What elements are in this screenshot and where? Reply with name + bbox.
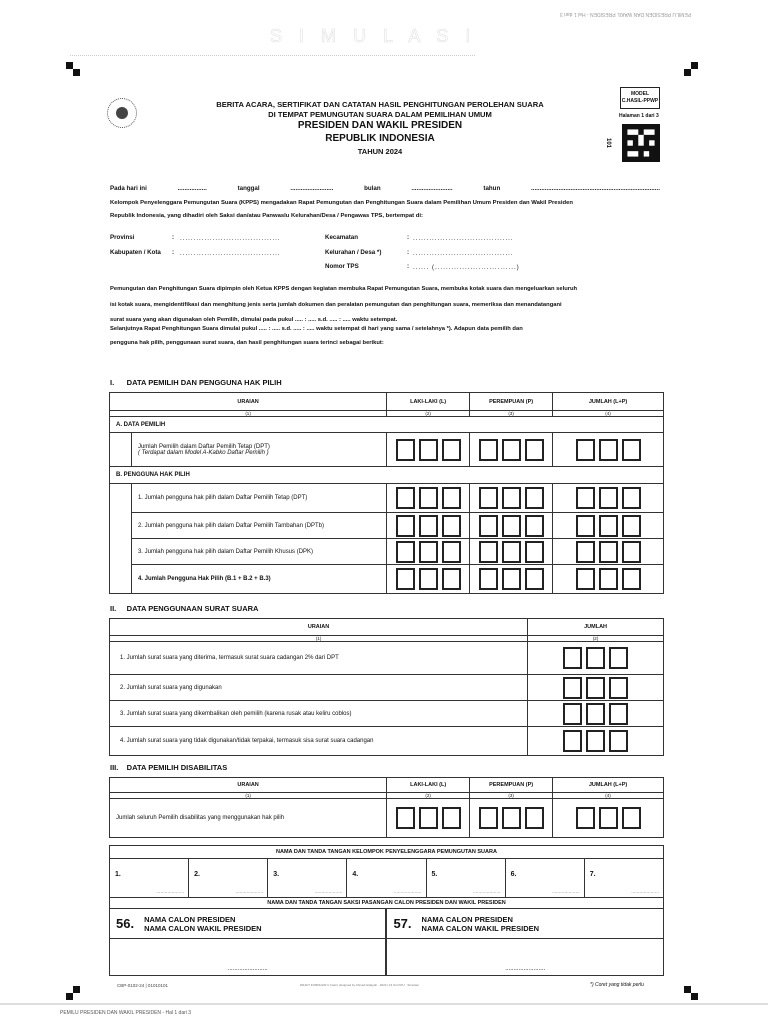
kpps-number: 6. (510, 871, 517, 878)
signature-field-57[interactable] (386, 939, 663, 976)
digit-input-box[interactable] (586, 677, 605, 699)
date-line (110, 185, 660, 192)
registration-mark (66, 986, 80, 1000)
col-header: URAIAN (110, 393, 387, 411)
digit-input-box[interactable] (586, 647, 605, 669)
digit-input-box[interactable] (442, 515, 461, 537)
kpps-number: 7. (589, 871, 596, 878)
col-number: (1) (110, 636, 528, 642)
vice-president-name: NAMA CALON WAKIL PRESIDEN (421, 923, 540, 933)
digit-input-box[interactable] (442, 487, 461, 509)
kpps-signature-cell[interactable] (584, 859, 663, 898)
digit-input-box[interactable] (576, 568, 595, 590)
model-label: MODEL (630, 91, 650, 97)
row-label: 2. Jumlah surat suara yang digunakan (110, 675, 528, 701)
digit-box-group (553, 513, 664, 539)
kpps-number: 2. (194, 871, 200, 878)
digit-input-box[interactable] (563, 730, 582, 752)
signature-dots: .................... (472, 889, 501, 895)
paragraph-line: Pemungutan dan Penghitungan Suara dipimpin oleh Ketua KPPS dengan kegiatan membuka Rapat Pemungutan Suara, membuka kotak suara dan mengeluarkan seluruh (110, 286, 578, 292)
signature-dots: .................... (235, 889, 264, 895)
digit-box-group (528, 727, 664, 756)
col-number: (1) (110, 411, 387, 417)
digit-input-box[interactable] (442, 807, 461, 829)
page-label: Halaman 1 dari 3 (619, 113, 659, 119)
label-tanggal: tanggal (237, 185, 260, 192)
mirrored-header-text: PEMILU PRESIDEN DAN WAKIL PRESIDEN - Hal 1 dari 3 (560, 11, 692, 17)
digit-box-group (528, 642, 664, 675)
paragraph-line: surat suara yang akan digunakan oleh Pemilih, dimulai pada pukul ..... : ..... s.d. ..... : ..... waktu setempat. (110, 317, 398, 323)
digit-input-box[interactable] (622, 568, 641, 590)
footer-credit: DRAFT FORMULIR C hasil | designed by Ahmad Hidayah · 2023 | 13 Oct KPU · Simulasi (300, 983, 419, 987)
digit-input-box[interactable] (599, 568, 618, 590)
title-line-2: DI TEMPAT PEMUNGUTAN SUARA DALAM PEMILIHAN UMUM (268, 110, 492, 119)
digit-input-box[interactable] (586, 703, 605, 725)
digit-input-box[interactable] (419, 541, 438, 563)
intro-line-3: Republik Indonesia, yang dihadiri oleh Saksi dan/atau Panwaslu Kelurahan/Desa / Pengawas TPS, bertempat di: (110, 213, 423, 219)
digit-input-box[interactable] (622, 487, 641, 509)
digit-input-box[interactable] (419, 439, 438, 461)
digit-input-box[interactable] (599, 807, 618, 829)
digit-input-box[interactable] (599, 541, 618, 563)
intro-line-2: Kelompok Penyelenggara Pemungutan Suara (KPPS) mengadakan Rapat Pemungutan dan Penghitungan Suara dalam Pemilihan Umum Presiden dan Wakil Presiden (110, 200, 573, 206)
digit-input-box[interactable] (502, 541, 521, 563)
digit-input-box[interactable] (622, 515, 641, 537)
signature-dots: .................... (156, 889, 185, 895)
group-b-label: B. PENGGUNA HAK PILIH (110, 467, 664, 484)
colon: : (172, 234, 175, 241)
row-label: 3. Jumlah pengguna hak pilih dalam Daftar Pemilih Khusus (DPK) (131, 539, 386, 565)
digit-input-box[interactable] (396, 541, 415, 563)
signature-dots: .................... (631, 889, 659, 895)
digit-input-box[interactable] (576, 541, 595, 563)
digit-box-group (553, 799, 664, 838)
digit-input-box[interactable] (622, 541, 641, 563)
digit-input-box[interactable] (576, 487, 595, 509)
kpps-number: 1. (115, 871, 121, 878)
col-header: JUMLAH (L+P) (553, 778, 664, 793)
digit-box-group (387, 433, 470, 467)
kpps-signature-cell[interactable] (347, 859, 426, 898)
field-nomor-tps[interactable]: ...... (..............................) (413, 264, 520, 271)
digit-box-group (387, 799, 470, 838)
digit-box-group (553, 433, 664, 467)
digit-input-box[interactable] (419, 487, 438, 509)
model-code: C.HASIL-PPWP (621, 98, 659, 104)
digit-input-box[interactable] (563, 703, 582, 725)
paragraph-line: isi kotak suara, mengidentifikasi dan menghitung jenis serta jumlah dokumen dan peralatan pemungutan dan penghitungan suara, memeriksa dan menandatangani (110, 302, 562, 308)
president-name: NAMA CALON PRESIDEN (144, 914, 236, 924)
signature-field-56[interactable] (110, 939, 387, 976)
digit-box-group (387, 484, 470, 513)
field-tahun[interactable]: ........................................................................... (531, 185, 660, 192)
digit-input-box[interactable] (576, 807, 595, 829)
signature-dots: ........................ (227, 966, 268, 972)
section-3-heading: III. DATA PEMILIH DISABILITAS (110, 763, 228, 772)
kpps-number: 5. (431, 871, 438, 878)
kpps-signature-cell[interactable] (505, 859, 584, 898)
label-tahun: tahun (483, 185, 501, 192)
candidate-57 (386, 909, 663, 939)
registration-mark (66, 62, 80, 76)
digit-box-group (470, 539, 553, 565)
kpps-signature-cell[interactable] (189, 859, 268, 898)
col-header: URAIAN (110, 778, 387, 793)
col-header: JUMLAH (L+P) (553, 393, 664, 411)
label-kelurahan: Kelurahan / Desa *) (325, 249, 382, 256)
col-number: (4) (553, 793, 664, 799)
digit-input-box[interactable] (599, 439, 618, 461)
row-label: 2. Jumlah pengguna hak pilih dalam Daftar Pemilih Tambahan (DPTb) (131, 513, 386, 539)
digit-input-box[interactable] (479, 515, 498, 537)
digit-input-box[interactable] (502, 807, 521, 829)
row-label: 1. Jumlah surat suara yang diterima, termasuk surat suara cadangan 2% dari DPT (110, 642, 528, 675)
col-header: LAKI-LAKI (L) (387, 778, 470, 793)
colon: : (407, 249, 410, 256)
kpps-signature-cell[interactable] (426, 859, 505, 898)
digit-input-box[interactable] (525, 515, 544, 537)
table-signatures (109, 845, 664, 976)
watermark: S I M U L A S I (270, 26, 477, 46)
col-number: (2) (528, 636, 664, 642)
label-bulan: bulan (364, 185, 381, 192)
qr-code-icon (622, 124, 660, 162)
kpps-signature-cell[interactable] (268, 859, 347, 898)
vice-president-name: NAMA CALON WAKIL PRESIDEN (144, 923, 262, 933)
field-kabupaten[interactable]: ..................................... (180, 250, 281, 257)
digit-input-box[interactable] (396, 515, 415, 537)
digit-box-group (553, 539, 664, 565)
field-provinsi[interactable]: ..................................... (180, 235, 281, 242)
col-header: LAKI-LAKI (L) (387, 393, 470, 411)
table-data-pemilih (109, 392, 664, 594)
digit-box-group (470, 433, 553, 467)
digit-input-box[interactable] (525, 439, 544, 461)
table-surat-suara (109, 618, 664, 756)
field-hari[interactable]: ................. (177, 185, 207, 192)
col-header: URAIAN (110, 619, 528, 636)
digit-input-box[interactable] (563, 647, 582, 669)
digit-input-box[interactable] (396, 487, 415, 509)
title-line-3: PRESIDEN DAN WAKIL PRESIDEN (297, 120, 463, 131)
col-number: (3) (470, 793, 553, 799)
digit-box-group (387, 513, 470, 539)
digit-input-box[interactable] (609, 730, 628, 752)
digit-input-box[interactable] (586, 730, 605, 752)
saksi-header: NAMA DAN TANDA TANGAN SAKSI PASANGAN CALON PRESIDEN DAN WAKIL PRESIDEN (110, 898, 664, 909)
digit-input-box[interactable] (479, 807, 498, 829)
digit-input-box[interactable] (479, 487, 498, 509)
digit-box-group (553, 484, 664, 513)
label-hari: Pada hari ini (110, 185, 147, 192)
digit-box-group (528, 701, 664, 727)
paragraph-line: Selanjutnya Rapat Penghitungan Suara dimulai pukul ..... : ..... s.d. ..... : ..... waktu setempat di hari yang sama / setelahnya *). Adapun data pemilih dan (110, 326, 523, 332)
row-label: 4. Jumlah surat suara yang tidak digunakan/tidak terpakai, termasuk sisa surat suara cadangan (110, 727, 528, 756)
digit-input-box[interactable] (419, 568, 438, 590)
section-1-heading: I. DATA PEMILIH DAN PENGGUNA HAK PILIH (110, 378, 282, 387)
row-label-note: ( Terdapat dalam Model A-Kabko Daftar Pemilih ) (137, 449, 269, 456)
kpps-number: 3. (273, 871, 280, 878)
signature-dots: ........................ (505, 966, 546, 972)
digit-box-group (387, 565, 470, 594)
digit-box-group (553, 565, 664, 594)
page-footer-text: PEMILU PRESIDEN DAN WAKIL PRESIDEN - Hal 1 dari 3 (60, 1010, 192, 1016)
registration-mark (684, 986, 698, 1000)
digit-input-box[interactable] (622, 439, 641, 461)
president-name: NAMA CALON PRESIDEN (421, 914, 513, 924)
digit-input-box[interactable] (479, 541, 498, 563)
digit-input-box[interactable] (599, 487, 618, 509)
col-header: PEREMPUAN (P) (470, 778, 553, 793)
label-provinsi: Provinsi (110, 234, 135, 241)
digit-box-group (528, 675, 664, 701)
digit-input-box[interactable] (442, 439, 461, 461)
footer-note: *) Coret yang tidak perlu (590, 982, 644, 988)
digit-input-box[interactable] (576, 515, 595, 537)
registration-mark (684, 62, 698, 76)
signature-dots: .................... (551, 889, 580, 895)
row-label (131, 433, 386, 467)
col-header: JUMLAH (528, 619, 664, 636)
perforation-line (70, 55, 475, 56)
digit-input-box[interactable] (419, 515, 438, 537)
digit-input-box[interactable] (502, 568, 521, 590)
digit-input-box[interactable] (479, 439, 498, 461)
digit-input-box[interactable] (525, 541, 544, 563)
digit-box-group (470, 513, 553, 539)
row-label: Jumlah seluruh Pemilih disabilitas yang menggunakan hak pilih (110, 799, 387, 838)
digit-input-box[interactable] (396, 807, 415, 829)
digit-input-box[interactable] (525, 807, 544, 829)
field-kecamatan[interactable]: ..................................... (413, 235, 514, 242)
colon: : (172, 249, 175, 256)
signature-dots: .................... (393, 889, 422, 895)
digit-input-box[interactable] (396, 568, 415, 590)
digit-input-box[interactable] (502, 515, 521, 537)
row-label: 1. Jumlah pengguna hak pilih dalam Daftar Pemilih Tetap (DPT) (131, 484, 386, 513)
field-bulan[interactable]: ........................ (411, 185, 453, 192)
colon: : (407, 263, 410, 270)
digit-input-box[interactable] (396, 439, 415, 461)
field-tanggal[interactable]: ......................... (290, 185, 334, 192)
col-number: (2) (387, 793, 470, 799)
table-disabilitas (109, 777, 664, 838)
digit-input-box[interactable] (442, 568, 461, 590)
label-kabupaten: Kabupaten / Kota (110, 249, 161, 256)
model-box (620, 87, 660, 109)
kpps-number: 4. (352, 871, 359, 878)
candidate-number: 56. (116, 916, 135, 931)
digit-input-box[interactable] (609, 677, 628, 699)
row-label: 4. Jumlah Pengguna Hak Pilih (B.1 + B.2 + B.3) (131, 565, 386, 594)
digit-input-box[interactable] (525, 487, 544, 509)
digit-box-group (387, 539, 470, 565)
digit-input-box[interactable] (442, 541, 461, 563)
digit-input-box[interactable] (622, 807, 641, 829)
digit-input-box[interactable] (563, 677, 582, 699)
kpps-signature-cell[interactable] (110, 859, 189, 898)
kpps-header: NAMA DAN TANDA TANGAN KELOMPOK PENYELENGGARA PEMUNGUTAN SUARA (110, 846, 664, 859)
digit-input-box[interactable] (479, 568, 498, 590)
colon: : (407, 234, 410, 241)
title-line-1: BERITA ACARA, SERTIFIKAT DAN CATATAN HASIL PENGHITUNGAN PEROLEHAN SUARA (216, 100, 544, 109)
label-kecamatan: Kecamatan (325, 234, 359, 241)
digit-box-group (470, 484, 553, 513)
kpu-logo (107, 98, 137, 128)
digit-input-box[interactable] (502, 487, 521, 509)
digit-box-group (470, 565, 553, 594)
label-nomor-tps: Nomor TPS (325, 263, 359, 270)
title-line-5: TAHUN 2024 (357, 147, 403, 156)
digit-input-box[interactable] (576, 439, 595, 461)
digit-input-box[interactable] (419, 807, 438, 829)
page-separator (0, 1003, 768, 1005)
title-line-4: REPUBLIK INDONESIA (325, 133, 435, 144)
col-number: (1) (110, 793, 387, 799)
group-a-label: A. DATA PEMILIH (110, 417, 664, 433)
digit-input-box[interactable] (525, 568, 544, 590)
digit-input-box[interactable] (599, 515, 618, 537)
section-2-heading: II. DATA PENGGUNAAN SURAT SUARA (110, 604, 259, 613)
col-number: (4) (553, 411, 664, 417)
row-label-main: Jumlah Pemilih dalam Daftar Pemilih Tetap (DPT) (137, 443, 270, 450)
qr-side-number: 101 (605, 137, 612, 149)
signature-dots: .................... (314, 889, 343, 895)
col-number: (2) (387, 411, 470, 417)
form-code: CBP-0102-24 | 01010101 (117, 983, 168, 988)
digit-input-box[interactable] (609, 647, 628, 669)
digit-box-group (470, 799, 553, 838)
row-label: 3. Jumlah surat suara yang dikembalikan oleh pemilih (karena rusak atau keliru coblos) (110, 701, 528, 727)
digit-input-box[interactable] (609, 703, 628, 725)
col-header: PEREMPUAN (P) (470, 393, 553, 411)
paragraph-line: pengguna hak pilih, penggunaan surat suara, dan hasil penghitungan suara terinci sebagai berikut: (110, 340, 384, 346)
candidate-56 (110, 909, 387, 939)
col-number: (3) (470, 411, 553, 417)
field-kelurahan[interactable]: ..................................... (413, 250, 514, 257)
candidate-number: 57. (393, 916, 412, 931)
digit-input-box[interactable] (502, 439, 521, 461)
